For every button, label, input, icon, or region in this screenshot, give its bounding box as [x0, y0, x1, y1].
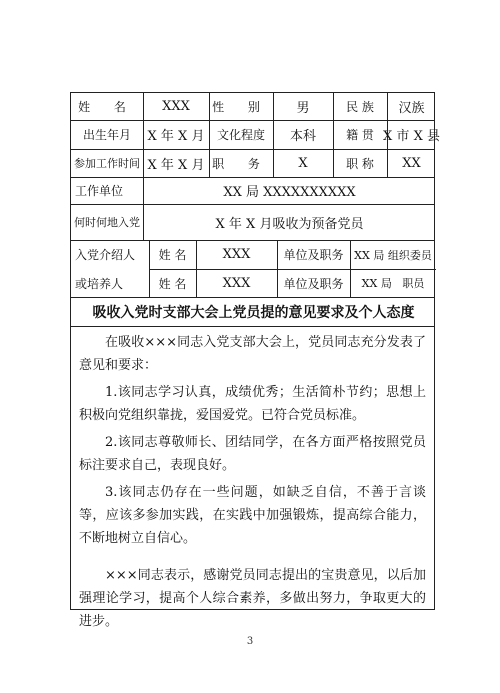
gender-value: 男: [296, 101, 310, 116]
sponsor-label-top: 入党介绍人: [75, 248, 136, 262]
page-number: 3: [246, 636, 254, 647]
origin-value: X 市 X 县: [383, 129, 440, 144]
work-start-value: X 年 X 月: [147, 157, 205, 173]
sponsor2-name-value: XXX: [222, 275, 251, 291]
paragraph-closing: ×××同志表示，感谢党员同志提出的宝贵意见，以后加强理论学习，提高个人综合素养，多做出努力，争取更大的进步。: [79, 568, 426, 629]
join-label: 何时何地入党: [74, 216, 140, 229]
sponsor1-name-value: XXX: [222, 247, 251, 262]
title-label: 职 称: [346, 156, 374, 171]
sponsor1-unit-label: 单位及职务: [283, 248, 344, 262]
gender-label: 性 别: [212, 100, 270, 114]
position-value: X: [298, 155, 308, 171]
sponsor2-unit-label: 单位及职务: [283, 276, 344, 291]
title-value: XX: [402, 155, 421, 171]
section-title: 吸收入党时支部大会上党员提的意见要求及个人态度: [92, 304, 415, 321]
education-label: 文化程度: [216, 128, 265, 142]
sponsor1-name-label: 姓 名: [158, 248, 187, 262]
employer-label: 工作单位: [75, 184, 124, 198]
ethnicity-value: 汉族: [398, 101, 425, 116]
paragraph-point-1: 1.该同志学习认真，成绩优秀；生活简朴节约；思想上积极向党组织靠拢，爱国爱党。已符合党员标准。: [79, 385, 426, 423]
opinion-body: [79, 331, 426, 633]
ethnicity-label: 民 族: [346, 100, 374, 114]
sponsor2-name-label: 姓 名: [158, 276, 187, 291]
position-label: 职 务: [212, 156, 270, 171]
work-start-label: 参加工作时间: [74, 157, 140, 170]
party-member-form: [70, 92, 440, 629]
sponsor2-unit-value: XX 局 职员: [361, 277, 425, 290]
birth-value: X 年 X 月: [147, 129, 205, 144]
education-value: 本科: [289, 129, 316, 144]
employer-value: XX 局 XXXXXXXXXX: [223, 185, 356, 200]
origin-label: 籍 贯: [346, 128, 374, 142]
paragraph-intro: 在吸收×××同志入党支部大会上，党员同志充分发表了意见和要求：: [79, 335, 426, 373]
birth-label: 出生年月: [82, 128, 131, 142]
join-value: X 年 X 月吸收为预备党员: [215, 216, 364, 232]
paragraph-point-3: 3.该同志仍存在一些问题，如缺乏自信，不善于言谈等，应该多参加实践，在实践中加强锻炼，提高综合能力，不断地树立自信心。: [79, 485, 426, 546]
sponsor-label-bottom: 或培养人: [75, 276, 124, 291]
paragraph-point-2: 2.该同志尊敬师长、团结同学，在各方面严格按照党员标注要求自己，表现良好。: [79, 435, 426, 473]
name-label: 姓 名: [78, 100, 136, 114]
name-value: XXX: [162, 99, 190, 114]
sponsor1-unit-value: XX 局 组织委员: [354, 248, 432, 262]
